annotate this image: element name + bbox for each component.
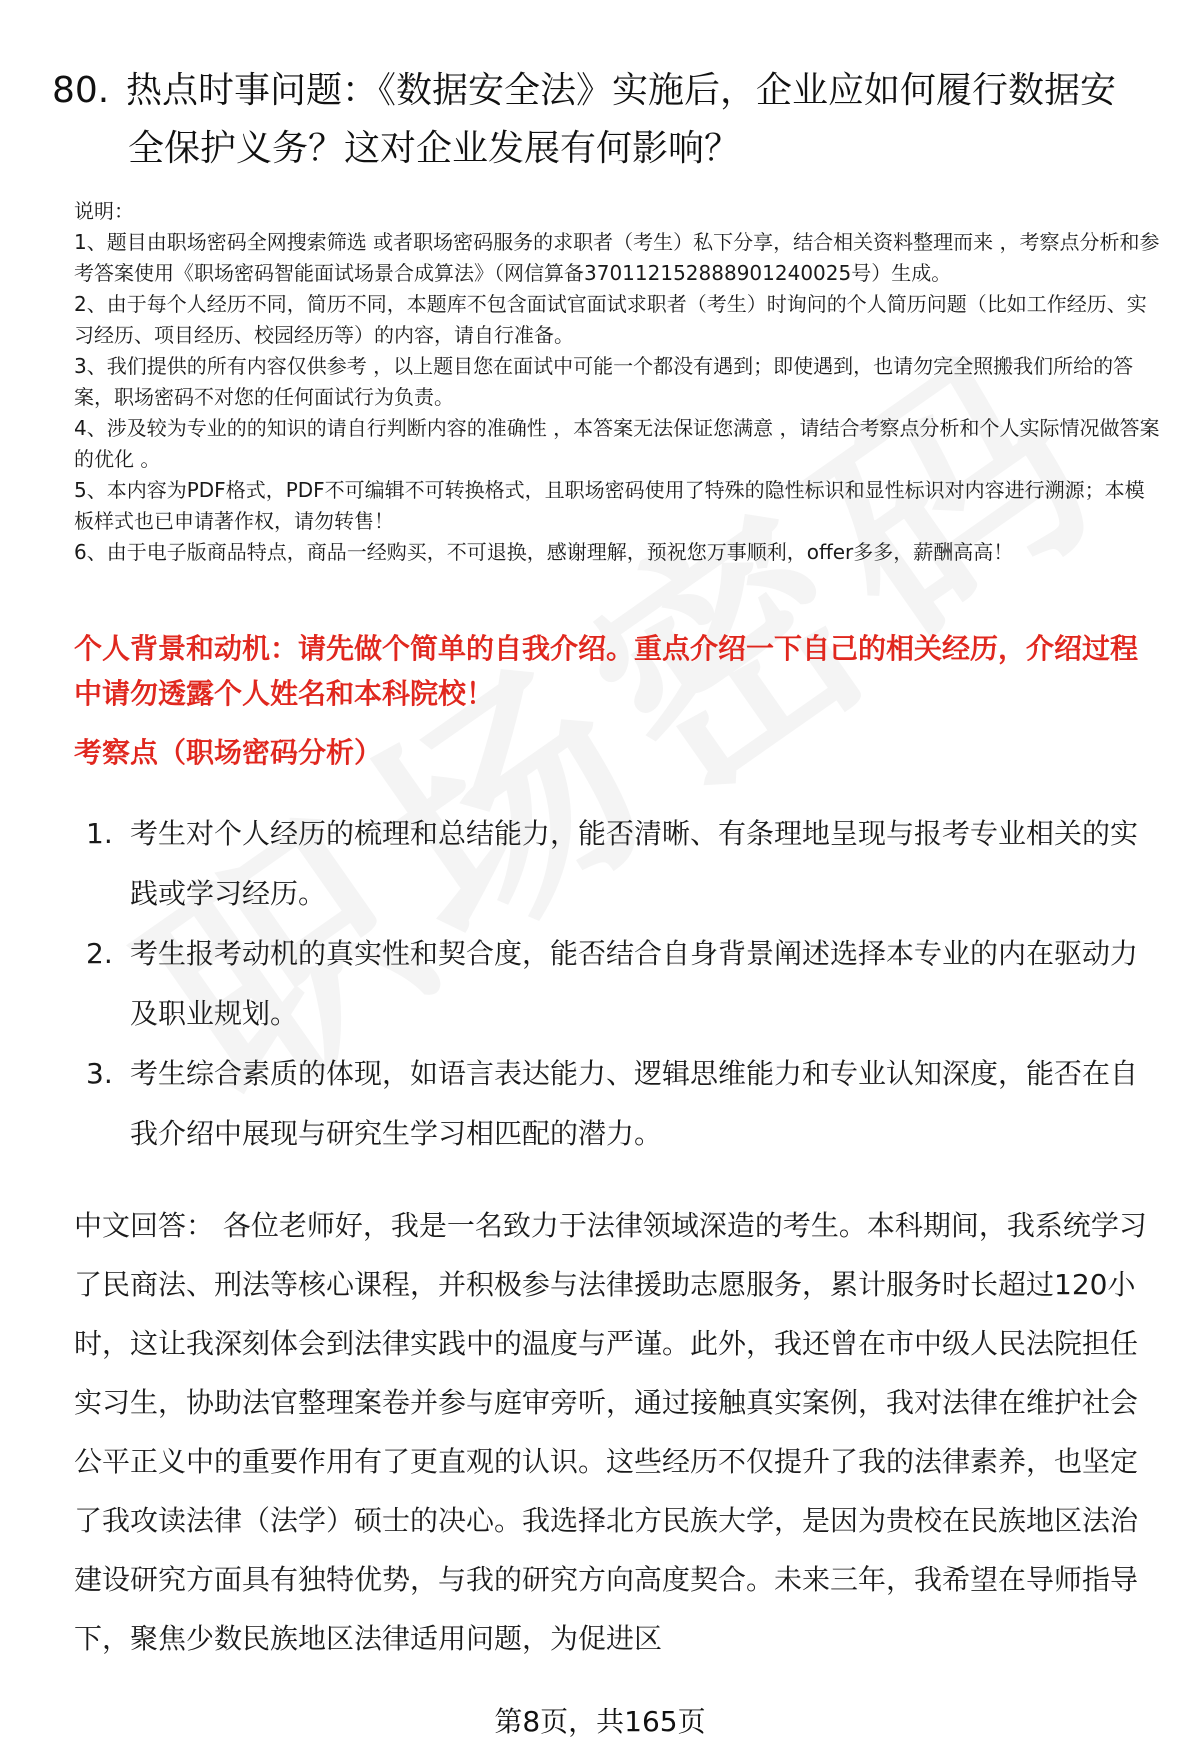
key-points-list <box>74 804 1164 1164</box>
key-point-text: 考生对个人经历的梳理和总结能力，能否清晰、有条理地呈现与报考专业相关的实践或学习经历。 <box>130 817 1139 910</box>
note-item: 1、题目由职场密码全网搜索筛选 或者职场密码服务的求职者（考生）私下分享，结合相关资料整理而来 ，考察点分析和参考答案使用《职场密码智能面试场景合成算法》（网信算备370112152888901240025号）生成。 <box>74 230 1160 285</box>
question-title-line1: 80. 热点时事问题：《数据安全法》实施后，企业应如何履行数据安 <box>52 62 1152 120</box>
list-marker: 3. <box>86 1057 113 1090</box>
notes-heading: 说明： <box>74 199 134 223</box>
list-marker: 1. <box>86 817 113 850</box>
note-item: 4、涉及较为专业的的知识的请自行判断内容的准确性 ，本答案无法保证您满意 ，请结合考察点分析和个人实际情况做答案的优化 。 <box>74 416 1160 471</box>
question-number: 80. <box>52 70 110 111</box>
list-marker: 2. <box>86 937 113 970</box>
key-point-item <box>74 924 1164 1044</box>
answer-paragraph: 中文回答： 各位老师好，我是一名致力于法律领域深造的考生。本科期间，我系统学习了民商法、刑法等核心课程，并积极参与法律援助志愿服务，累计服务时长超过120小时，这让我深刻体会到法律实践中的温度与严谨。此外，我还曾在市中级人民法院担任实习生，协助法官整理案卷并参与庭审旁听，通过接触真实案例，我对法律在维护社会公平正义中的重要作用有了更直观的认识。这些经历不仅提升了我的法律素养，也坚定了我攻读法律（法学）硕士的决心。我选择北方民族大学，是因为贵校在民族地区法治建设研究方面具有独特优势，与我的研究方向高度契合。未来三年，我希望在导师指导下，聚焦少数民族地区法律适用问题，为促进区 <box>74 1209 1147 1655</box>
key-point-text: 考生综合素质的体现，如语言表达能力、逻辑思维能力和专业认知深度，能否在自我介绍中展现与研究生学习相匹配的潜力。 <box>130 1057 1139 1150</box>
key-point-item <box>74 1044 1164 1164</box>
background-heading: 个人背景和动机：请先做个简单的自我介绍。重点介绍一下自己的相关经历，介绍过程中请勿透露个人姓名和本科院校！ <box>74 632 1139 710</box>
key-point-item <box>74 804 1164 924</box>
question-title-line2: 全保护义务？这对企业发展有何影响？ <box>128 128 741 169</box>
note-item: 6、由于电子版商品特点，商品一经购买，不可退换，感谢理解，预祝您万事顺利，offer多多，薪酬高高！ <box>74 540 1014 564</box>
note-item: 3、我们提供的所有内容仅供参考 ，以上题目您在面试中可能一个都没有遇到；即使遇到，也请勿完全照搬我们所给的答案，职场密码不对您的任何面试行为负责。 <box>74 354 1134 409</box>
note-item: 5、本内容为PDF格式，PDF不可编辑不可转换格式，且职场密码使用了特殊的隐性标识和显性标识对内容进行溯源；本模板样式也已申请著作权，请勿转售！ <box>74 478 1145 533</box>
notes-section <box>74 196 1164 568</box>
key-point-text: 考生报考动机的真实性和契合度，能否结合自身背景阐述选择本专业的内在驱动力及职业规划。 <box>130 937 1139 1030</box>
question-title <box>52 62 1152 178</box>
key-points-heading: 考察点（职场密码分析） <box>74 736 383 769</box>
page-footer: 第8页，共165页 <box>494 1705 706 1738</box>
note-item: 2、由于每个人经历不同，简历不同，本题库不包含面试官面试求职者（考生）时询问的个人简历问题（比如工作经历、实习经历、项目经历、校园经历等）的内容，请自行准备。 <box>74 292 1147 347</box>
